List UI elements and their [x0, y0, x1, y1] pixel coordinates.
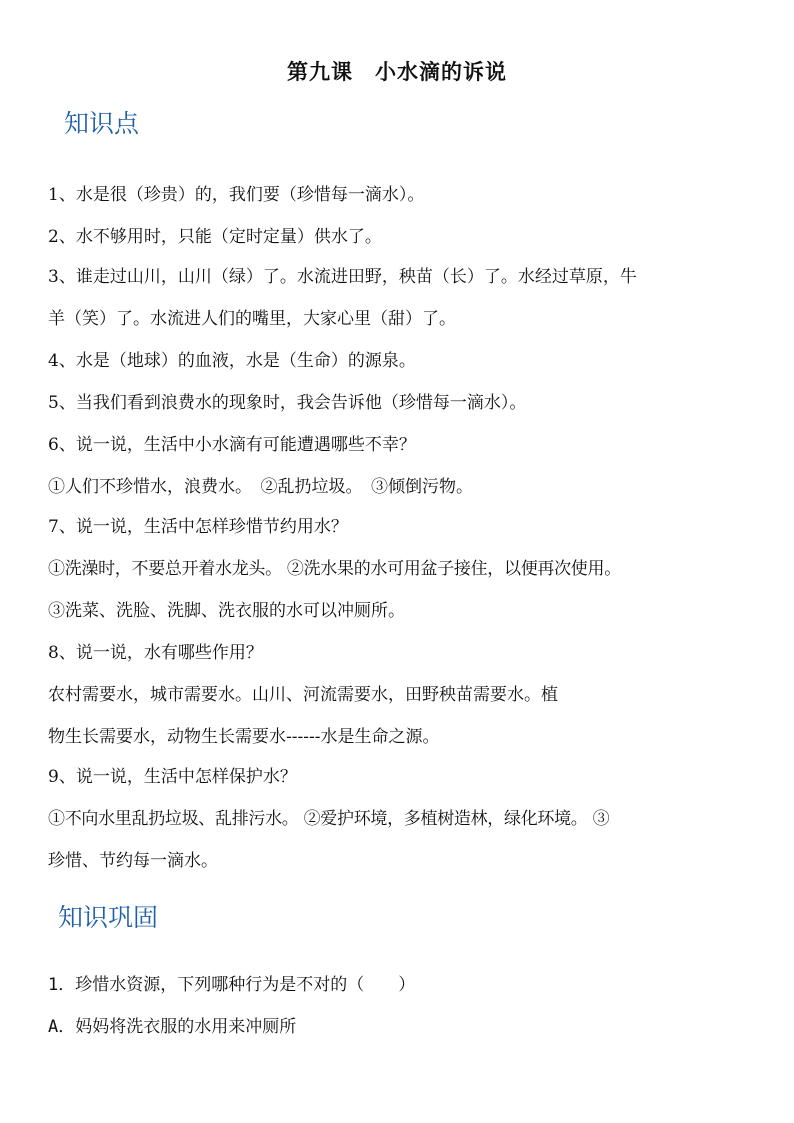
- knowledge-line-5: 4、水是（地球）的血液，水是（生命）的源泉。: [48, 351, 416, 371]
- knowledge-line-12: 8、说一说，水有哪些作用？: [48, 643, 263, 663]
- section-heading-knowledge-review: 知识巩固: [58, 903, 159, 932]
- knowledge-line-2: 2、水不够用时，只能（定时定量）供水了。: [48, 227, 382, 247]
- knowledge-line-6: 5、当我们看到浪费水的现象时，我会告诉他（珍惜每一滴水）。: [48, 393, 527, 413]
- section-heading-knowledge-points: 知识点: [64, 109, 140, 138]
- knowledge-line-1: 1、水是很（珍贵）的，我们要（珍惜每一滴水）。: [48, 185, 425, 205]
- knowledge-line-10: ①洗澡时，不要总开着水龙头。 ②洗水果的水可用盆子接住，以便再次使用。: [48, 559, 621, 579]
- page-title: 第九课 小水滴的诉说: [287, 60, 507, 84]
- knowledge-line-13: 农村需要水，城市需要水。山川、河流需要水，田野秧苗需要水。植: [48, 685, 558, 705]
- knowledge-line-9: 7、说一说，生活中怎样珍惜节约用水？: [48, 517, 348, 537]
- knowledge-line-15: 9、说一说，生活中怎样保护水？: [48, 767, 297, 787]
- knowledge-line-16: ①不向水里乱扔垃圾、乱排污水。 ②爱护环境，多植树造林，绿化环境。 ③: [48, 809, 610, 829]
- question-line-2: A．妈妈将洗衣服的水用来冲厕所: [48, 1017, 297, 1037]
- knowledge-line-4: 羊（笑）了。水流进人们的嘴里，大家心里（甜）了。: [48, 309, 456, 329]
- knowledge-line-14: 物生长需要水，动物生长需要水------水是生命之源。: [48, 727, 440, 747]
- knowledge-line-7: 6、说一说，生活中小水滴有可能遭遇哪些不幸？: [48, 435, 416, 455]
- knowledge-line-3: 3、谁走过山川，山川（绿）了。水流进田野，秧苗（长）了。水经过草原，牛: [48, 267, 637, 287]
- knowledge-line-17: 珍惜、节约每一滴水。: [48, 851, 218, 871]
- knowledge-line-8: ①人们不珍惜水，浪费水。 ②乱扔垃圾。 ③倾倒污物。: [48, 477, 473, 497]
- knowledge-line-11: ③洗菜、洗脸、洗脚、洗衣服的水可以冲厕所。: [48, 601, 405, 621]
- question-line-1: 1．珍惜水资源，下列哪种行为是不对的（ ）: [48, 975, 416, 995]
